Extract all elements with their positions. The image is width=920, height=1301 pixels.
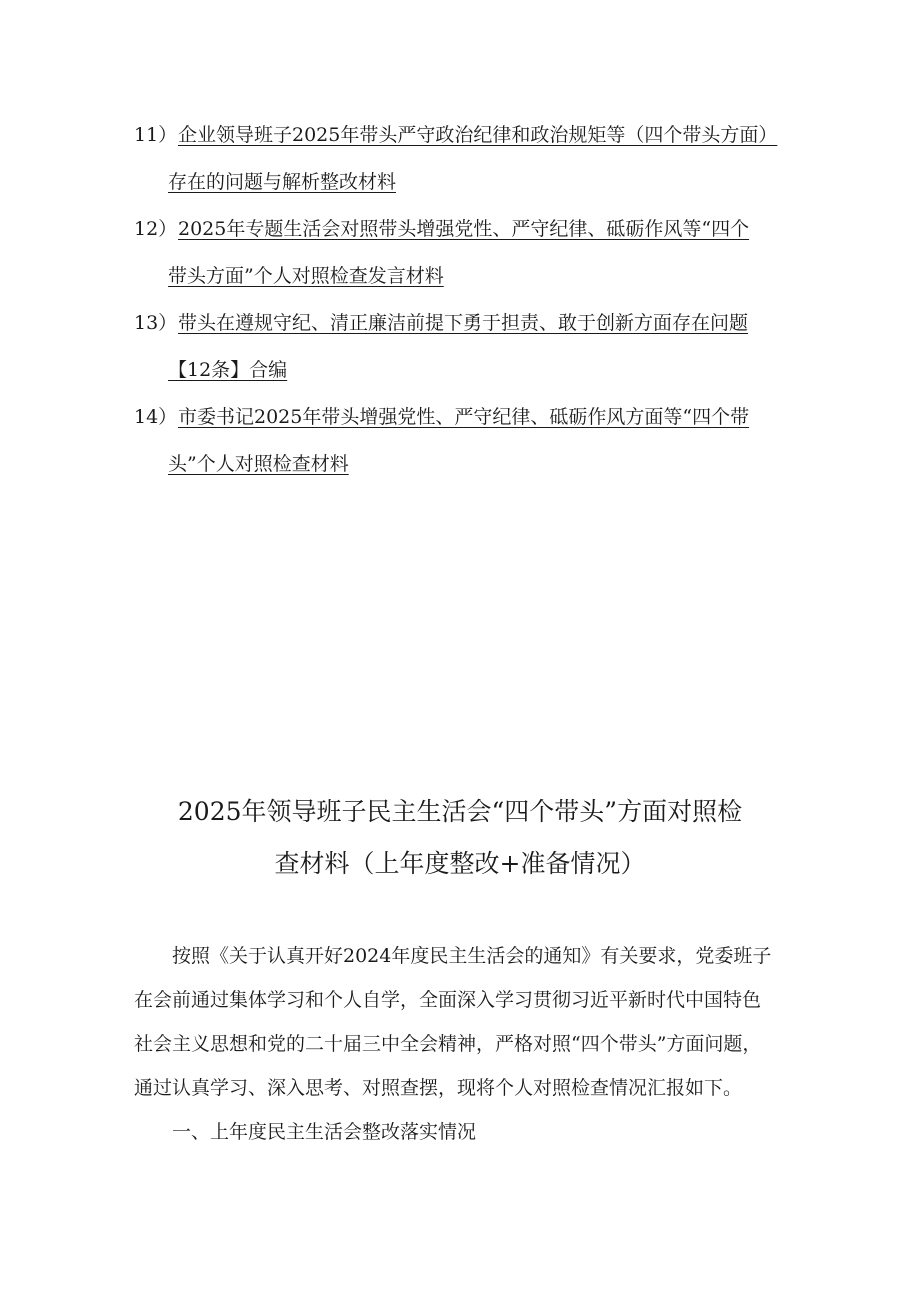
- toc-link-text[interactable]: 存在的问题与解析整改材料: [168, 171, 397, 193]
- toc-number: 12）: [134, 218, 178, 240]
- toc-number: 11）: [134, 124, 178, 146]
- paragraph-line: 通过认真学习、深入思考、对照查摆，现将个人对照检查情况汇报如下。: [134, 1077, 743, 1099]
- toc-line: [134, 394, 814, 441]
- toc-line: [134, 347, 814, 394]
- toc-link-text[interactable]: 2025年专题生活会对照带头增强党性、严守纪律、砥砺作风等“四个: [178, 218, 750, 240]
- toc-link-text[interactable]: 带头方面”个人对照检查发言材料: [168, 265, 444, 287]
- toc-link-text[interactable]: 带头在遵规守纪、清正廉洁前提下勇于担责、敢于创新方面存在问题: [178, 312, 749, 334]
- document-body: [134, 934, 794, 1154]
- section-heading: 一、上年度民主生活会整改落实情况: [172, 1121, 477, 1143]
- toc-number: 13）: [134, 312, 178, 334]
- document-title: [100, 786, 820, 890]
- toc-line: [134, 300, 814, 347]
- toc-line: [134, 441, 814, 488]
- toc-line: [134, 159, 814, 206]
- toc-link-text[interactable]: 市委书记2025年带头增强党性、严守纪律、砥砺作风方面等“四个带: [178, 406, 750, 428]
- toc-item-13[interactable]: [134, 300, 814, 394]
- toc-line: [134, 112, 814, 159]
- toc-line: [134, 253, 814, 300]
- paragraph: [134, 934, 794, 1110]
- toc-list: [134, 112, 814, 488]
- toc-number: 14）: [134, 406, 178, 428]
- title-line: 2025年领导班子民主生活会“四个带头”方面对照检: [177, 797, 743, 826]
- toc-link-text[interactable]: 企业领导班子2025年带头严守政治纪律和政治规矩等（四个带头方面）: [178, 124, 778, 146]
- toc-line: [134, 206, 814, 253]
- paragraph-line: 按照《关于认真开好2024年度民主生活会的通知》有关要求，党委班子: [172, 945, 772, 967]
- title-line: 查材料（上年度整改+准备情况）: [274, 849, 646, 878]
- toc-link-text[interactable]: 【12条】合编: [168, 359, 288, 381]
- paragraph-line: 在会前通过集体学习和个人自学，全面深入学习贯彻习近平新时代中国特色: [134, 989, 762, 1011]
- toc-item-11[interactable]: [134, 112, 814, 206]
- paragraph-line: 社会主义思想和党的二十届三中全会精神，严格对照“四个带头”方面问题，: [134, 1033, 762, 1055]
- toc-item-12[interactable]: [134, 206, 814, 300]
- toc-link-text[interactable]: 头”个人对照检查材料: [168, 453, 349, 475]
- toc-item-14[interactable]: [134, 394, 814, 488]
